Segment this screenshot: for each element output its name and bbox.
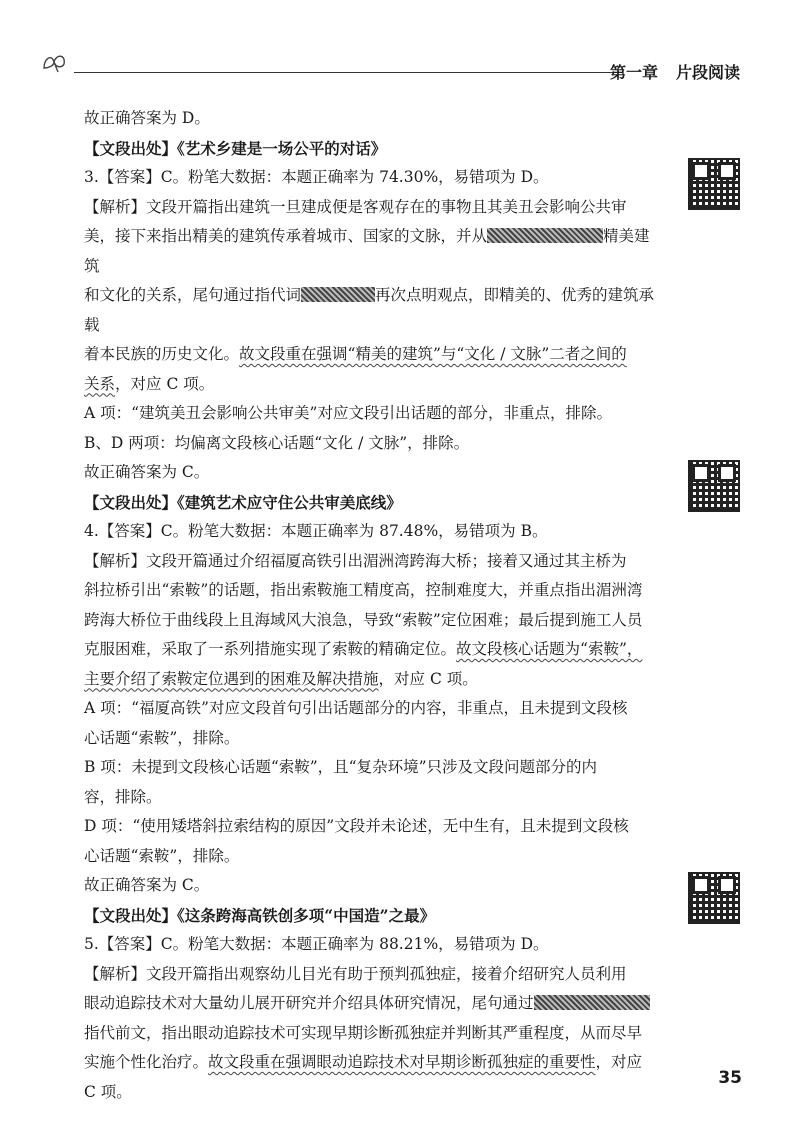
- analysis-line: [84, 665, 658, 695]
- text-span: 实施个性化治疗。: [84, 1053, 209, 1071]
- analysis-line: 【解析】文段开篇通过介绍福厦高铁引出湄洲湾跨海大桥；接着又通过其主桥为: [84, 551, 627, 570]
- qr-code-icon[interactable]: [688, 460, 740, 512]
- section-label: 片段阅读: [675, 63, 740, 82]
- answer-line: 3.【答案】C。粉笔大数据：本题正确率为 74.30%，易错项为 D。: [84, 168, 549, 186]
- analysis-line: [84, 370, 658, 400]
- analysis-line: C 项。: [84, 1082, 132, 1101]
- leaf-icon: [40, 50, 70, 74]
- key-point: 故文段重在强调眼动追踪技术对早期诊断孤独症的重要性: [208, 1053, 596, 1071]
- option-line: B、D 两项：均偏离文段核心话题“文化 / 文脉”，排除。: [84, 433, 470, 452]
- qr-code-icon[interactable]: [688, 872, 740, 924]
- option-line: 容，排除。: [84, 787, 162, 806]
- text-span: 精美建筑: [84, 227, 650, 275]
- source-note: 【文段出处】《艺术乡建是一场公平的对话》: [84, 138, 387, 158]
- text-span: 克服困难，采取了一系列措施实现了索鞍的精确定位。: [84, 640, 457, 658]
- chapter-label: 第一章: [609, 63, 658, 82]
- page-header: [40, 46, 740, 86]
- redacted-mask: [534, 995, 650, 1010]
- answer-line: 5.【答案】C。粉笔大数据：本题正确率为 88.21%，易错项为 D。: [84, 935, 549, 953]
- source-note: 【文段出处】《建筑艺术应守住公共审美底线》: [84, 492, 402, 512]
- source-note: 【文段出处】《这条跨海高铁创多项“中国造”之最》: [84, 905, 436, 925]
- redacted-mask: [487, 228, 603, 243]
- page-content: [84, 104, 658, 1107]
- text-span: ，对应: [595, 1053, 643, 1071]
- analysis-line: [84, 989, 658, 1019]
- redacted-mask: [301, 287, 375, 302]
- text-line: 故正确答案为 C。: [84, 463, 210, 481]
- analysis-line: 跨海大桥位于曲线段上且海域风大浪急，导致“索鞍”定位困难；最后提到施工人员: [84, 610, 643, 629]
- key-point: 主要介绍了索鞍定位遇到的困难及解决措施: [84, 669, 379, 688]
- key-point: 故文段重在强调“精美的建筑”与“文化 / 文脉”二者之间的: [239, 345, 627, 363]
- analysis-line: [84, 340, 658, 370]
- option-line: A 项：“建筑美丑会影响公共审美”对应文段引出话题的部分，非重点，排除。: [84, 404, 612, 422]
- qr-code-icon[interactable]: [688, 158, 740, 210]
- analysis-line: [84, 222, 658, 281]
- text-line: 故正确答案为 C。: [84, 876, 210, 894]
- option-line: A 项：“福厦高铁”对应文段首句引出话题部分的内容，非重点，且未提到文段核: [84, 699, 628, 717]
- analysis-line: 【解析】文段开篇指出建筑一旦建成便是客观存在的事物且其美丑会影响公共审: [84, 197, 627, 216]
- text-span: 和文化的关系，尾句通过指代词: [84, 286, 302, 304]
- text-span: 着本民族的历史文化。: [84, 345, 240, 363]
- text-span: 眼动追踪技术对大量幼儿展开研究并介绍具体研究情况，尾句通过: [84, 994, 534, 1012]
- option-line: B 项：未提到文段核心话题“索鞍”，且“复杂环境”只涉及文段问题部分的内: [84, 758, 598, 776]
- option-line: 心话题“索鞍”，排除。: [84, 846, 240, 865]
- analysis-line: [84, 1048, 658, 1078]
- analysis-line: 指代前文，指出眼动追踪技术可实现早期诊断孤独症并判断其严重程度，从而尽早: [84, 1023, 643, 1042]
- key-point: 关系: [84, 374, 116, 393]
- chapter-title: [610, 60, 740, 83]
- text-span: 美，接下来指出精美的建筑传承着城市、国家的文脉，并从: [84, 227, 488, 245]
- page-number: 35: [718, 1068, 742, 1088]
- answer-line: 4.【答案】C。粉笔大数据：本题正确率为 87.48%，易错项为 B。: [84, 522, 548, 540]
- analysis-line: 斜拉桥引出“索鞍”的话题，指出索鞍施工精度高，控制难度大，并重点指出湄洲湾: [84, 581, 643, 599]
- key-point: 故文段核心话题为“索鞍”，: [456, 640, 643, 658]
- text-line: 故正确答案为 D。: [84, 109, 210, 127]
- option-line: 心话题“索鞍”，排除。: [84, 728, 240, 747]
- text-span: 再次点明观点，即精美的、优秀的建筑承载: [84, 286, 655, 334]
- analysis-line: [84, 635, 658, 665]
- analysis-line: [84, 281, 658, 340]
- text-span: ，对应 C 项。: [115, 374, 215, 393]
- option-line: D 项：“使用矮塔斜拉索结构的原因”文段并未论述，无中生有，且未提到文段核: [84, 817, 629, 835]
- header-rule: [74, 72, 622, 73]
- analysis-line: 【解析】文段开篇指出观察幼儿目光有助于预判孤独症，接着介绍研究人员利用: [84, 964, 627, 983]
- text-span: ，对应 C 项。: [378, 669, 478, 688]
